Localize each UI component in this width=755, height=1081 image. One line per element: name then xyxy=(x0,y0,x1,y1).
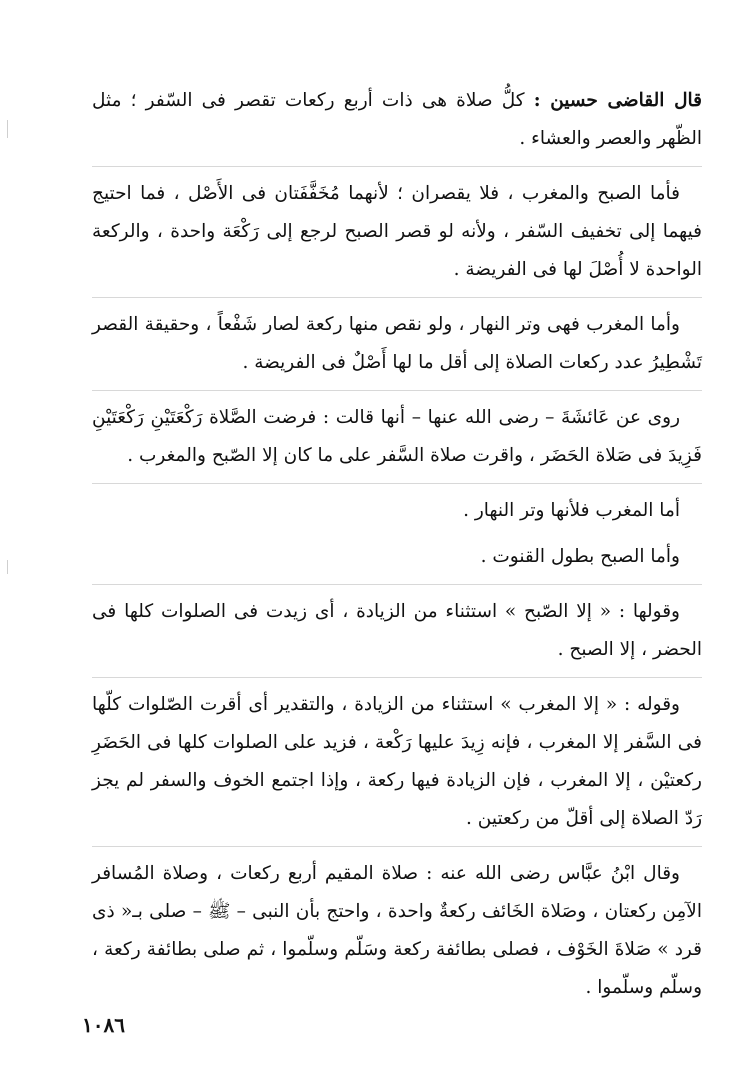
margin-mark xyxy=(7,560,8,574)
paragraph-1 xyxy=(92,82,702,158)
paragraph-text: أما المغرب فلأنها وتر النهار . xyxy=(463,500,680,521)
paragraph-4 xyxy=(92,399,702,475)
paragraph-divider xyxy=(92,483,702,484)
paragraph-divider xyxy=(92,584,702,585)
paragraph-text: وقولها : « إلا الصّبح » استثناء من الزيادة ، أى زيدت فى الصلوات كلها فى الحضر ، إلا الصبح . xyxy=(92,601,702,660)
paragraph-lead: قال القاضى حسين : xyxy=(533,90,703,111)
paragraph-text: فأما الصبح والمغرب ، فلا يقصران ؛ لأنهما مُخَفَّفَتان فى الأَصْل ، فما احتيج فيهما إلى تخفيف السّفر ، ولأنه لو قصر الصبح لرجع إلى رَكْعَة واحدة ، والركعة الواحدة لا أُصْلَ لها فى الفريضة . xyxy=(92,183,702,280)
paragraph-text: وقوله : « إلا المغرب » استثناء من الزيادة ، والتقدير أى أقرت الصّلوات كلّها فى السَّفر إلا المغرب ، فإنه زِيدَ عليها رَكْعة ، فزيد على الصلوات كلها فى الحَضَرِ ركعتيْن ، إلا المغرب ، فإن الزيادة فيها ركعة ، وإذا اجتمع الخوف والسفر لم يجز رَدّ الصلاة إلى أقلّ من ركعتين . xyxy=(92,694,702,829)
paragraph-5 xyxy=(92,492,702,530)
paragraph-3 xyxy=(92,306,702,382)
paragraph-divider xyxy=(92,390,702,391)
body-text xyxy=(92,82,702,1015)
page-number: ١٠٨٦ xyxy=(82,1013,125,1037)
paragraph-divider xyxy=(92,677,702,678)
paragraph-divider xyxy=(92,297,702,298)
paragraph-2 xyxy=(92,175,702,289)
paragraph-divider xyxy=(92,846,702,847)
paragraph-6 xyxy=(92,538,702,576)
paragraph-7 xyxy=(92,593,702,669)
paragraph-text: وأما المغرب فهى وتر النهار ، ولو نقص منها ركعة لصار شَفْعاً ، وحقيقة القصر تَشْطِيرُ عدد ركعات الصلاة إلى أقل ما لها أَصْلٌ فى الفريضة . xyxy=(92,314,702,373)
paragraph-text: وقال ابْنُ عبَّاس رضى الله عنه : صلاة المقيم أربع ركعات ، وصلاة المُسافر الآمِن ركعتان ، وصَلاة الخَائف ركعةٌ واحدة ، واحتج بأن النبى – ﷺ – صلى بـ« ذى قرد » صَلاةَ الخَوْف ، فصلى بطائفة ركعة وسَلّم وسلّموا ، ثم صلى بطائفة ركعة ، وسلّم وسلّموا . xyxy=(92,863,702,998)
paragraph-8 xyxy=(92,686,702,838)
paragraph-text: كلُّ صلاة هى ذات أربع ركعات تقصر فى السّفر ؛ مثل الظّهر والعصر والعشاء . xyxy=(92,90,702,149)
paragraph-9 xyxy=(92,855,702,1007)
margin-mark xyxy=(7,120,8,138)
paragraph-divider xyxy=(92,166,702,167)
paragraph-text: روى عن عَائشَةَ – رضى الله عنها – أنها قالت : فرضت الصَّلاة رَكْعَتَيْنِ رَكْعَتَيْنِ فَزِيدَ فى صَلاة الحَضَر ، واقرت صلاة السَّفر على ما كان إلا الصّبح والمغرب . xyxy=(92,407,702,466)
paragraph-text: وأما الصبح بطول القنوت . xyxy=(480,546,680,567)
